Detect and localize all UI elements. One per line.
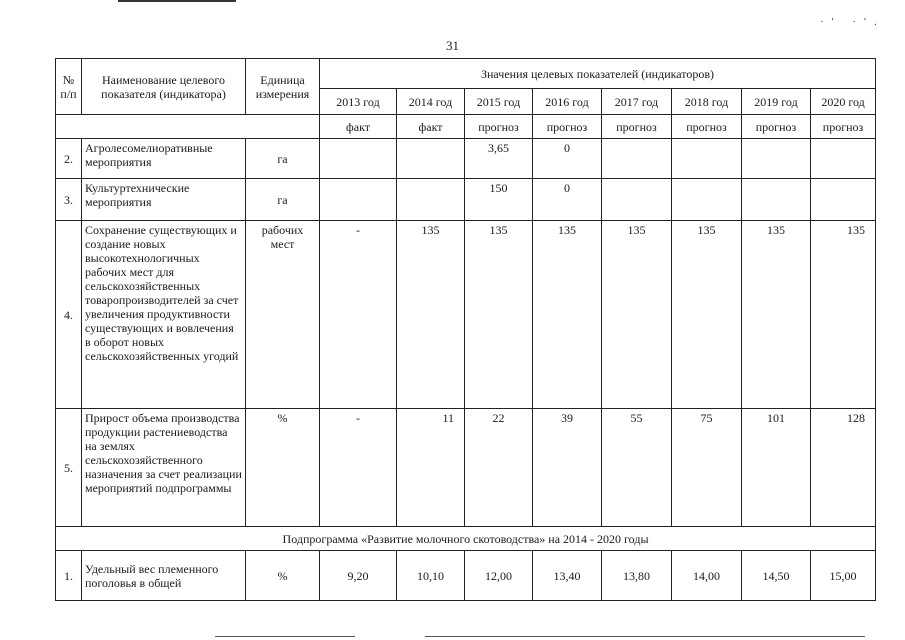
status-cell: прогноз — [533, 115, 602, 139]
table-row — [56, 551, 876, 601]
header-no — [56, 59, 82, 115]
indicators-table — [55, 58, 876, 601]
bottom-rule — [425, 636, 865, 637]
value-cell: 135 — [811, 221, 876, 409]
status-cell: прогноз — [465, 115, 533, 139]
value-cell: 14,50 — [742, 551, 811, 601]
value-cell: - — [320, 221, 397, 409]
row-number: 2. — [56, 139, 82, 179]
indicator-name: Культуртехнические мероприятия — [82, 179, 246, 221]
header-name — [82, 59, 246, 115]
header-unit-line2: измерения — [255, 86, 310, 101]
value-cell — [811, 179, 876, 221]
status-cell: факт — [320, 115, 397, 139]
value-cell: 0 — [533, 179, 602, 221]
value-cell — [811, 139, 876, 179]
header-no-line1: № — [62, 72, 75, 87]
indicator-name: Удельный вес племенного поголовья в общей — [82, 551, 246, 601]
page-number: 31 — [446, 38, 459, 53]
value-cell — [320, 139, 397, 179]
top-rule — [118, 0, 236, 2]
header-unit — [246, 59, 320, 115]
value-cell — [742, 139, 811, 179]
year-cell: 2015 год — [465, 89, 533, 115]
value-cell — [397, 179, 465, 221]
unit-cell: га — [246, 179, 320, 221]
header-row-1 — [56, 59, 876, 89]
header-no-line2: п/п — [60, 86, 77, 101]
year-cell: 2020 год — [811, 89, 876, 115]
value-cell: 3,65 — [465, 139, 533, 179]
value-cell — [397, 139, 465, 179]
scan-specks: ·' ·'. — [820, 16, 885, 28]
status-cell: прогноз — [811, 115, 876, 139]
value-cell: 13,40 — [533, 551, 602, 601]
value-cell: 39 — [533, 409, 602, 527]
year-cell: 2017 год — [602, 89, 672, 115]
value-cell: 135 — [672, 221, 742, 409]
value-cell: 0 — [533, 139, 602, 179]
header-unit-line1: Единица — [260, 72, 305, 87]
value-cell — [602, 179, 672, 221]
value-cell: 150 — [465, 179, 533, 221]
subprogram-row — [56, 527, 876, 551]
header-row-status — [56, 115, 876, 139]
row-number: 4. — [56, 221, 82, 409]
row-number: 1. — [56, 551, 82, 601]
value-cell: - — [320, 409, 397, 527]
subprogram-title: Подпрограмма «Развитие молочного скотоводства» на 2014 - 2020 годы — [56, 527, 876, 551]
value-cell: 101 — [742, 409, 811, 527]
value-cell: 15,00 — [811, 551, 876, 601]
value-cell: 22 — [465, 409, 533, 527]
header-name-line1: Наименование целевого — [101, 72, 226, 87]
value-cell — [742, 179, 811, 221]
row-number: 5. — [56, 409, 82, 527]
status-cell: прогноз — [672, 115, 742, 139]
table-row — [56, 409, 876, 527]
value-cell — [672, 179, 742, 221]
value-cell: 9,20 — [320, 551, 397, 601]
table-row — [56, 179, 876, 221]
value-cell: 12,00 — [465, 551, 533, 601]
value-cell: 128 — [811, 409, 876, 527]
status-cell: прогноз — [602, 115, 672, 139]
bottom-rule — [215, 636, 355, 637]
indicator-name: Агролесомелиоративные мероприятия — [82, 139, 246, 179]
value-cell — [320, 179, 397, 221]
value-cell: 135 — [602, 221, 672, 409]
unit-cell: га — [246, 139, 320, 179]
unit-cell: % — [246, 409, 320, 527]
status-cell: прогноз — [742, 115, 811, 139]
value-cell: 10,10 — [397, 551, 465, 601]
year-cell: 2014 год — [397, 89, 465, 115]
value-cell: 135 — [465, 221, 533, 409]
indicator-name: Прирост объема производства продукции растениеводства на землях сельскохозяйственного назначения за счет реализации мероприятий подпрограммы — [82, 409, 246, 527]
value-cell — [602, 139, 672, 179]
header-name-line2: показателя (индикатора) — [101, 86, 226, 101]
value-cell: 135 — [397, 221, 465, 409]
value-cell: 11 — [397, 409, 465, 527]
header-values-group: Значения целевых показателей (индикаторов) — [320, 59, 876, 89]
unit-cell: % — [246, 551, 320, 601]
value-cell — [672, 139, 742, 179]
status-cell: факт — [397, 115, 465, 139]
row-number: 3. — [56, 179, 82, 221]
value-cell: 135 — [742, 221, 811, 409]
year-cell: 2013 год — [320, 89, 397, 115]
year-cell: 2016 год — [533, 89, 602, 115]
indicator-name: Сохранение существующих и создание новых высокотехнологичных рабочих мест для сельскохозяйственных товаропроизводителей за счет увеличения продуктивности существующих и вовлечения в оборот новых сельскохозяйственных угодий — [82, 221, 246, 409]
status-blank — [56, 115, 320, 139]
value-cell: 135 — [533, 221, 602, 409]
year-cell: 2019 год — [742, 89, 811, 115]
value-cell: 75 — [672, 409, 742, 527]
year-cell: 2018 год — [672, 89, 742, 115]
value-cell: 55 — [602, 409, 672, 527]
table-row — [56, 221, 876, 409]
table-row — [56, 139, 876, 179]
unit-cell: рабочих мест — [246, 221, 320, 409]
value-cell: 14,00 — [672, 551, 742, 601]
value-cell: 13,80 — [602, 551, 672, 601]
